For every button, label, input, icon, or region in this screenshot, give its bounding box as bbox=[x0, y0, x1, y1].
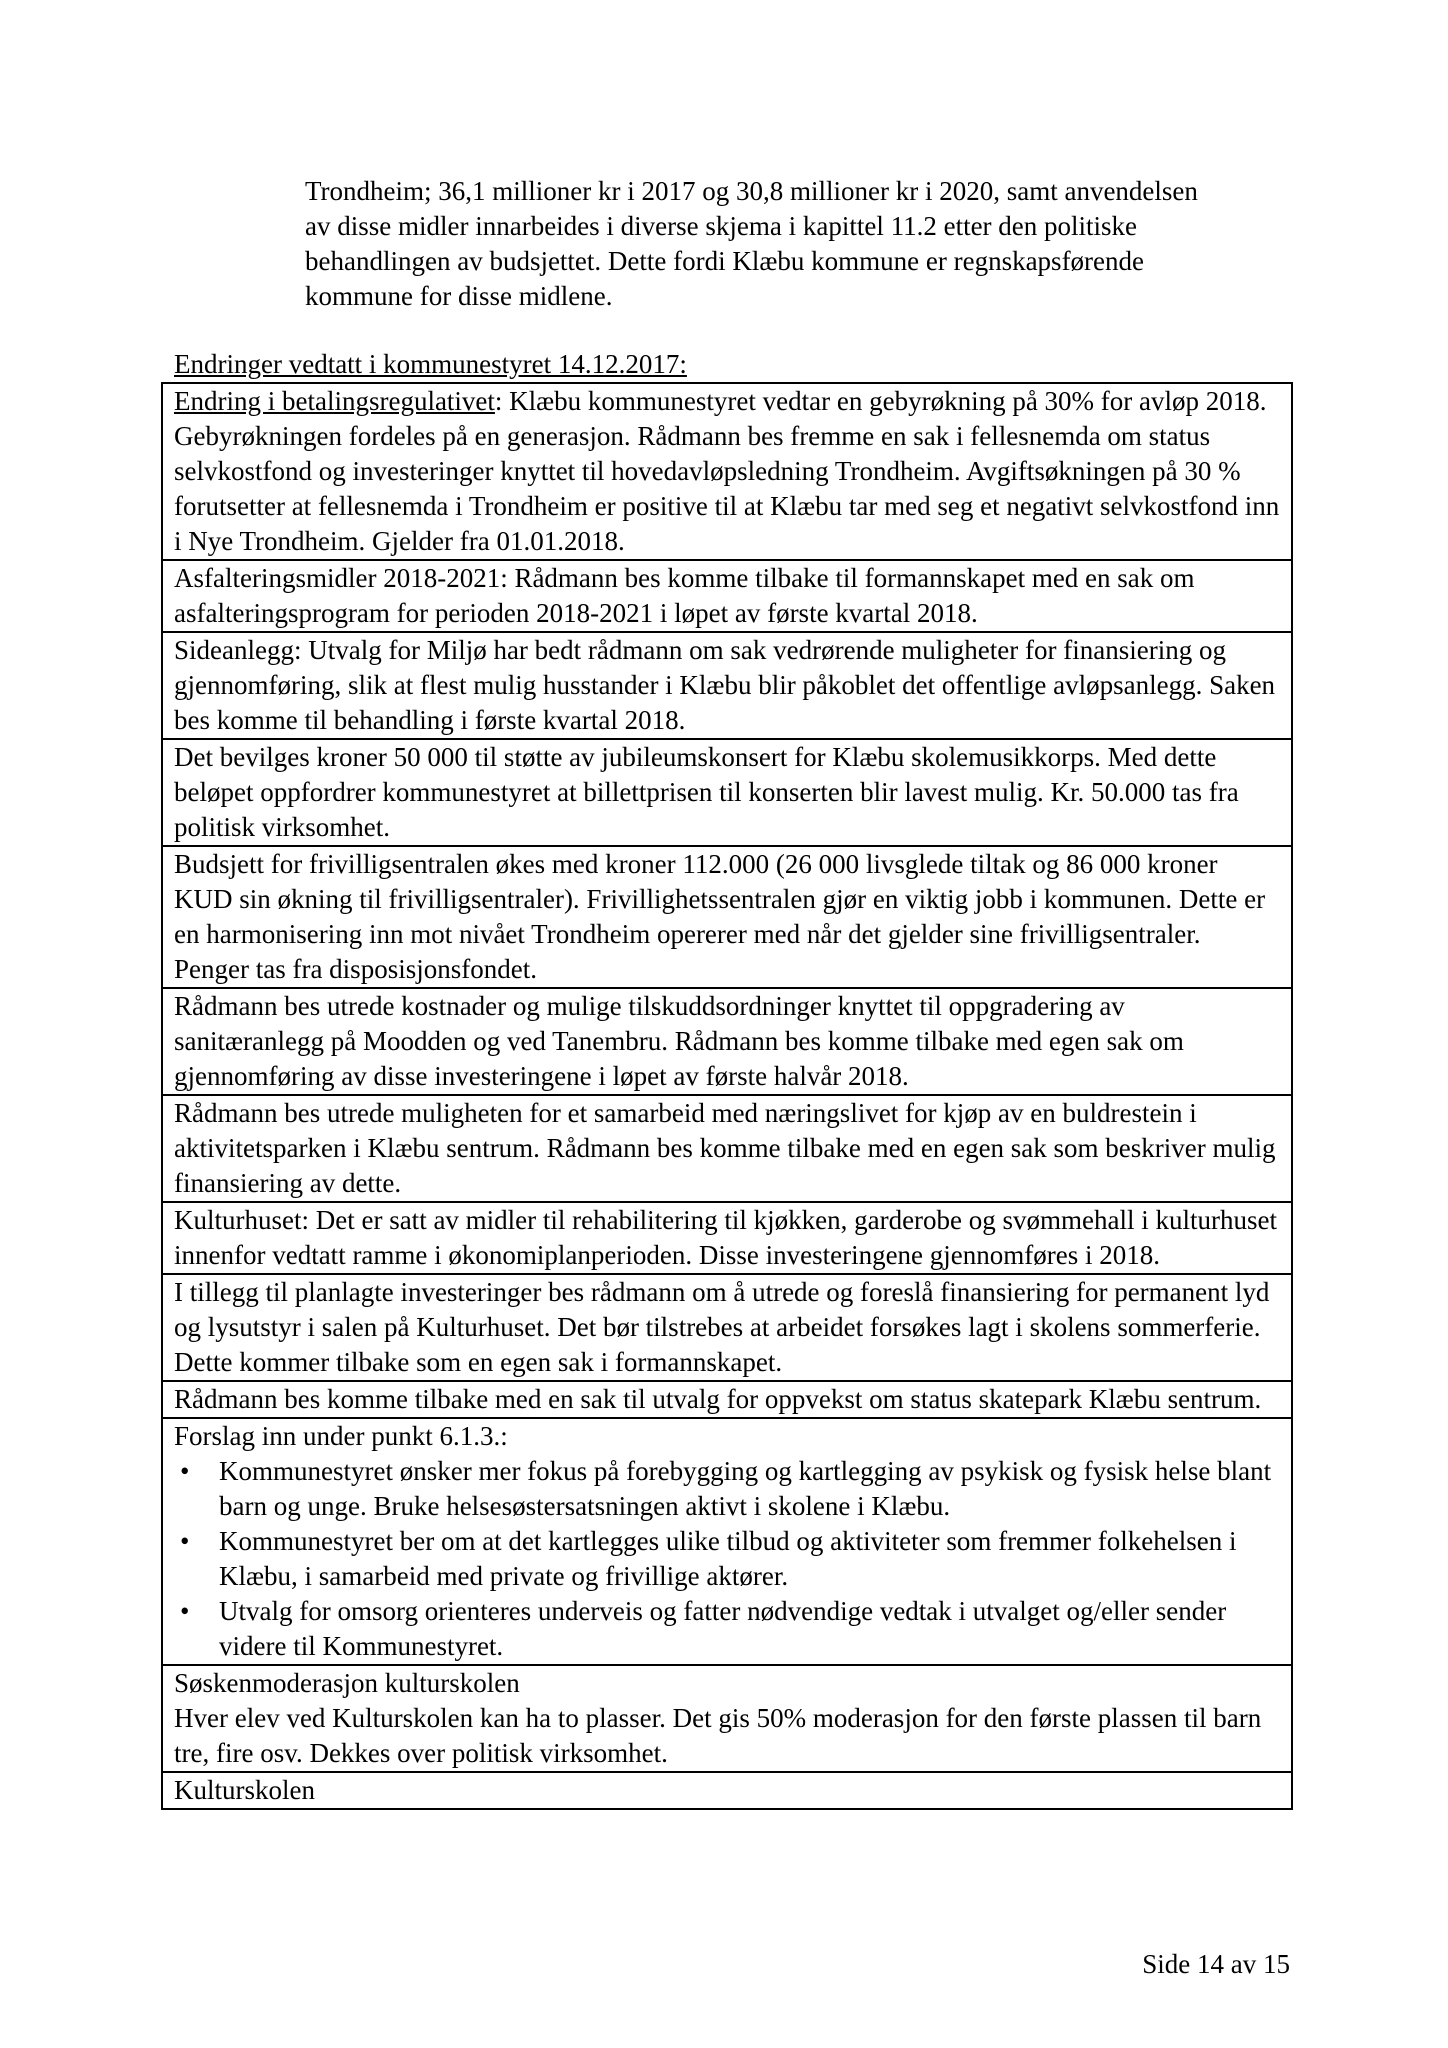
table-row bbox=[162, 560, 1292, 632]
row-lead-underlined: Endring i betalingsregulativet bbox=[174, 386, 495, 416]
list-item-text: Kommunestyret ber om at det kartlegges ulike tilbud og aktiviteter som fremmer folkehelsen i Klæbu, i samarbeid med private og frivillige aktører. bbox=[219, 1526, 1237, 1591]
row-text: : Klæbu kommunestyret vedtar en gebyrøkning på 30% for avløp 2018. Gebyrøkningen fordeles på en generasjon. Rådmann bes fremme en sak i fellesnemda om status selvkostfond og investeringer knyttet til hovedavløpsledning Trondheim. Avgiftsøkningen på 30 % forutsetter at fellesnemda i Trondheim er positive til at Klæbu tar med seg et negativt selvkostfond inn i Nye Trondheim. Gjelder fra 01.01.2018. bbox=[174, 386, 1280, 556]
page-number: Side 14 av 15 bbox=[1142, 1949, 1290, 1979]
intro-line: Trondheim; 36,1 millioner kr i 2017 og 30,8 millioner kr i 2020, samt anvendelsen bbox=[305, 176, 1198, 206]
bullet-list bbox=[174, 1454, 1281, 1664]
list-item bbox=[174, 1454, 1281, 1524]
table-row bbox=[162, 1274, 1292, 1381]
decisions-table bbox=[161, 382, 1293, 1810]
list-item bbox=[174, 1594, 1281, 1664]
table-row bbox=[162, 1095, 1292, 1202]
table-cell: Rådmann bes utrede muligheten for et samarbeid med næringslivet for kjøp av en buldrestein i aktivitetsparken i Klæbu sentrum. Rådmann bes komme tilbake med en egen sak som beskriver mulig finansiering av dette. bbox=[162, 1095, 1292, 1202]
sibling-row-text: Hver elev ved Kulturskolen kan ha to plasser. Det gis 50% moderasjon for den første plassen til barn tre, fire osv. Dekkes over politisk virksomhet. bbox=[174, 1703, 1262, 1768]
table-row bbox=[162, 739, 1292, 846]
list-item bbox=[174, 1524, 1281, 1594]
intro-line: av disse midler innarbeides i diverse skjema i kapittel 11.2 etter den politiske bbox=[305, 211, 1138, 241]
bullet-icon: • bbox=[180, 1526, 190, 1556]
table-cell: Budsjett for frivilligsentralen økes med kroner 112.000 (26 000 livsglede tiltak og 86 000 kroner KUD sin økning til frivilligsentraler). Frivillighetssentralen gjør en viktig jobb i kommunen. Dette er en harmonisering inn mot nivået Trondheim opererer med når det gjelder sine frivilligsentraler. Penger tas fra disposisjonsfondet. bbox=[162, 846, 1292, 988]
sibling-row-title: Søskenmoderasjon kulturskolen bbox=[174, 1668, 520, 1698]
list-item-text: Kommunestyret ønsker mer fokus på forebygging og kartlegging av psykisk og fysisk helse blant barn og unge. Bruke helsesøstersatsningen aktivt i skolene i Klæbu. bbox=[219, 1456, 1272, 1521]
bullet-row-title: Forslag inn under punkt 6.1.3.: bbox=[174, 1421, 508, 1451]
table-cell: I tillegg til planlagte investeringer bes rådmann om å utrede og foreslå finansiering for permanent lyd og lysutstyr i salen på Kulturhuset. Det bør tilstrebes at arbeidet forsøkes lagt i skolens sommerferie. Dette kommer tilbake som en egen sak i formannskapet. bbox=[162, 1274, 1292, 1381]
section-heading: Endringer vedtatt i kommunestyret 14.12.2017: bbox=[174, 349, 687, 379]
table-cell: Kulturhuset: Det er satt av midler til rehabilitering til kjøkken, garderobe og svømmehall i kulturhuset innenfor vedtatt ramme i økonomiplanperioden. Disse investeringene gjennomføres i 2018. bbox=[162, 1202, 1292, 1274]
table-row bbox=[162, 1418, 1292, 1665]
intro-paragraph bbox=[305, 174, 1285, 314]
intro-line: behandlingen av budsjettet. Dette fordi Klæbu kommune er regnskapsførende bbox=[305, 246, 1145, 276]
table-cell: Asfalteringsmidler 2018-2021: Rådmann bes komme tilbake til formannskapet med en sak om asfalteringsprogram for perioden 2018-2021 i løpet av første kvartal 2018. bbox=[162, 560, 1292, 632]
table-cell: Kulturskolen bbox=[162, 1772, 1292, 1809]
table-row bbox=[162, 1665, 1292, 1772]
table-row bbox=[162, 846, 1292, 988]
table-cell bbox=[162, 1418, 1292, 1665]
table-row bbox=[162, 988, 1292, 1095]
table-cell: Rådmann bes utrede kostnader og mulige tilskuddsordninger knyttet til oppgradering av sanitæranlegg på Moodden og ved Tanembru. Rådmann bes komme tilbake med egen sak om gjennomføring av disse investeringene i løpet av første halvår 2018. bbox=[162, 988, 1292, 1095]
table-cell: Sideanlegg: Utvalg for Miljø har bedt rådmann om sak vedrørende muligheter for finansiering og gjennomføring, slik at flest mulig husstander i Klæbu blir påkoblet det offentlige avløpsanlegg. Saken bes komme til behandling i første kvartal 2018. bbox=[162, 632, 1292, 739]
table-cell bbox=[162, 383, 1292, 560]
table-row bbox=[162, 1772, 1292, 1809]
table-row bbox=[162, 632, 1292, 739]
table-cell: Rådmann bes komme tilbake med en sak til utvalg for oppvekst om status skatepark Klæbu sentrum. bbox=[162, 1381, 1292, 1418]
table-cell: Det bevilges kroner 50 000 til støtte av jubileumskonsert for Klæbu skolemusikkorps. Med dette beløpet oppfordrer kommunestyret at billettprisen til konserten blir lavest mulig. Kr. 50.000 tas fra politisk virksomhet. bbox=[162, 739, 1292, 846]
bullet-icon: • bbox=[180, 1456, 190, 1486]
table-cell bbox=[162, 1665, 1292, 1772]
table-row bbox=[162, 1202, 1292, 1274]
intro-line: kommune for disse midlene. bbox=[305, 281, 613, 311]
list-item-text: Utvalg for omsorg orienteres underveis og fatter nødvendige vedtak i utvalget og/eller sender videre til Kommunestyret. bbox=[219, 1596, 1227, 1661]
table-row bbox=[162, 1381, 1292, 1418]
table-row bbox=[162, 383, 1292, 560]
bullet-icon: • bbox=[180, 1596, 190, 1626]
